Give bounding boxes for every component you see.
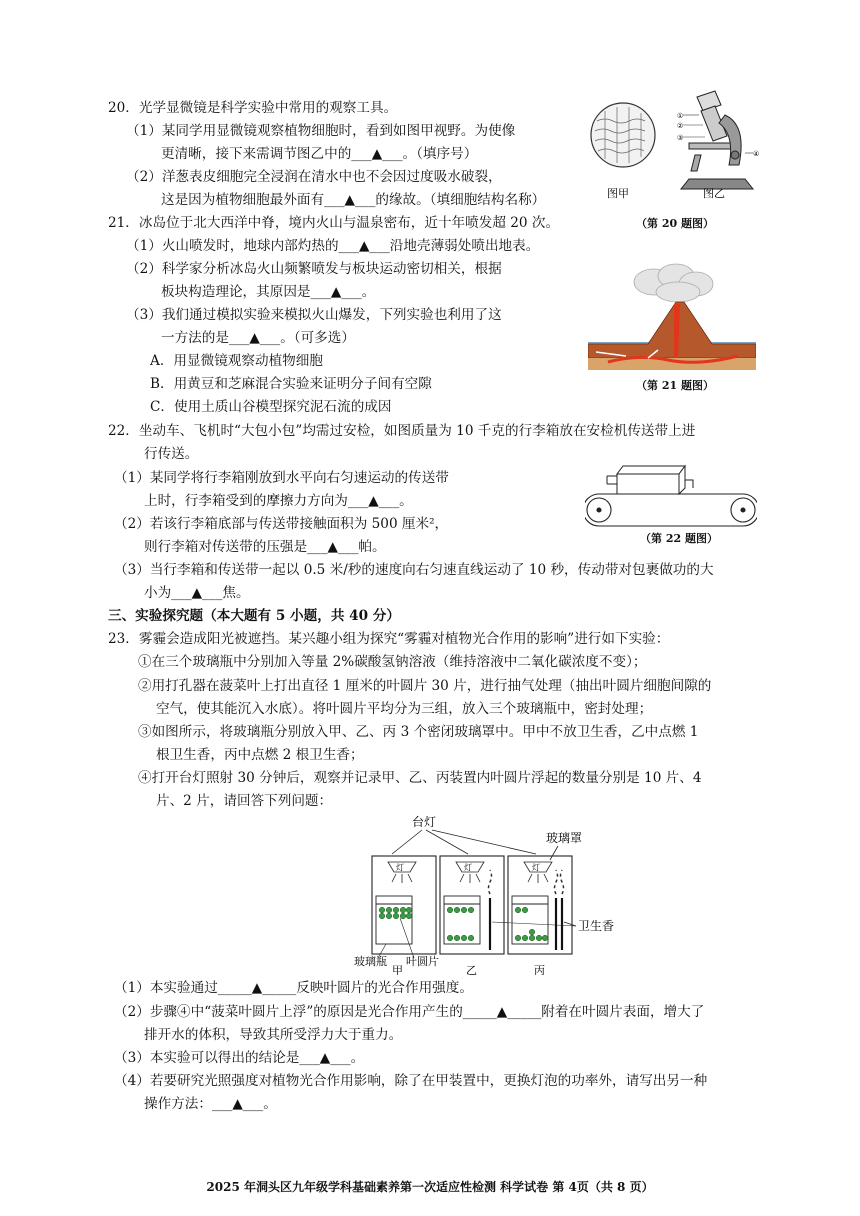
q23-step3-line1: ③如图所示，将玻璃瓶分别放入甲、乙、丙 3 个密闭玻璃罩中。甲中不放卫生香，乙中点燃 1 <box>138 724 699 740</box>
q21-option-b: B．用黄豆和芝麻混合实验来证明分子间有空隙 <box>150 376 432 392</box>
q23-answer4-line1: （4）若要研究光照强度对植物光合作用影响，除了在甲装置中，更换灯泡的功率外，请写出另一种 <box>114 1073 708 1089</box>
q20-part2-line2: 这是因为植物细胞最外面有___▲___的缘故。（填细胞结构名称） <box>161 192 546 208</box>
q22-part3-line1: （3）当行李箱和传送带一起以 0.5 米/秒的速度向右匀速直线运动了 10 秒，传动带对包裹做功的大 <box>114 562 714 578</box>
mark-3: ③ <box>677 134 684 142</box>
q20-part1-line1: （1）某同学用显微镜观察植物细胞时，看到如图甲视野。为使像 <box>126 123 516 139</box>
suitcase <box>607 466 693 494</box>
q22-conveyor-figure <box>585 460 757 528</box>
q21-caption: （第 21 题图） <box>636 379 714 392</box>
mark-1: ① <box>677 112 684 120</box>
q23-step3-line2: 根卫生香，丙中点燃 2 根卫生香； <box>156 747 364 763</box>
q22-caption: （第 22 题图） <box>640 532 718 545</box>
label-leaf: 叶圆片 <box>406 955 439 968</box>
page-footer: 2025 年洞头区九年级学科基础素养第一次适应性检测 科学试卷 第 4页（共 8 页） <box>206 1180 654 1194</box>
q22-part2-line2: 则行李箱对传送带的压强是___▲___帕。 <box>144 539 386 555</box>
microscope-drawing <box>681 91 753 189</box>
mark-2: ② <box>677 122 684 130</box>
q21-part1: （1）火山喷发时，地球内部灼热的___▲___沿地壳薄弱处喷出地表。 <box>126 238 540 254</box>
microscope-view-circle <box>591 103 655 167</box>
fig-label-yi: 图乙 <box>703 187 725 200</box>
q22-stem-line2: 行传送。 <box>144 446 199 462</box>
q21-volcano-figure <box>588 262 756 370</box>
q22-part3-line2: 小为___▲___焦。 <box>144 585 250 601</box>
lamp-label-2: 灯 <box>464 863 472 872</box>
q22-part1-line1: （1）某同学将行李箱刚放到水平向右匀速运动的传送带 <box>114 470 449 486</box>
label-incense: 卫生香 <box>578 919 615 933</box>
q22-part2-line1: （2）若该行李箱底部与传送带接触面积为 500 厘米²， <box>114 516 449 532</box>
q23-step4-line1: ④打开台灯照射 30 分钟后，观察并记录甲、乙、丙装置内叶圆片浮起的数量分别是 10 片、4 <box>138 770 702 786</box>
label-yi: 乙 <box>466 964 477 975</box>
q23-answer2-line1: （2）步骤④中“菠菜叶圆片上浮”的原因是光合作用产生的_____▲_____附着在叶圆片表面，增大了 <box>114 1004 705 1020</box>
q23-answer2-line2: 排开水的体积，导致其所受浮力大于重力。 <box>144 1027 403 1043</box>
label-cover: 玻璃罩 <box>546 831 583 845</box>
label-jia: 甲 <box>392 964 403 975</box>
conveyor-belt <box>585 494 757 526</box>
q23-answer1: （1）本实验通过_____▲_____反映叶圆片的光合作用强度。 <box>114 980 473 996</box>
q21-stem: 21．冰岛位于北大西洋中脊，境内火山与温泉密布，近十年喷发超 20 次。 <box>108 215 560 231</box>
q20-part2-line1: （2）洋葱表皮细胞完全浸润在清水中也不会因过度吸水破裂， <box>126 169 502 185</box>
label-bottle: 玻璃瓶 <box>354 955 387 968</box>
mark-4: ④ <box>753 150 760 158</box>
q22-part1-line2: 上时，行李箱受到的摩擦力方向为___▲___。 <box>144 493 413 509</box>
label-bing: 丙 <box>534 964 545 975</box>
q20-caption: （第 20 题图） <box>636 217 714 230</box>
q20-figure <box>585 85 765 205</box>
smoke-cloud <box>634 264 713 302</box>
q21-part3-line1: （3）我们通过模拟实验来模拟火山爆发，下列实验也利用了这 <box>126 307 502 323</box>
q21-option-a: A．用显微镜观察动植物细胞 <box>150 353 323 369</box>
q23-experiment-figure <box>340 810 630 975</box>
q23-answer3: （3）本实验可以得出的结论是___▲___。 <box>114 1050 365 1066</box>
fig-label-jia: 图甲 <box>607 187 629 200</box>
q23-stem: 23．雾霾会造成阳光被遮挡。某兴趣小组为探究“雾霾对植物光合作用的影响”进行如下实验： <box>108 631 670 647</box>
label-lamp: 台灯 <box>412 815 437 829</box>
q21-option-c: C．使用土质山谷模型探究泥石流的成因 <box>150 399 392 415</box>
q21-part3-line2: 一方法的是___▲___。（可多选） <box>161 330 355 346</box>
q23-answer4-line2: 操作方法：___▲___。 <box>144 1096 277 1112</box>
q23-step4-line2: 片、2 片，请回答下列问题： <box>156 793 333 809</box>
lamp-label-1: 灯 <box>396 863 404 872</box>
q21-part2-line2: 板块构造理论，其原因是___▲___。 <box>161 284 376 300</box>
q21-part2-line1: （2）科学家分析冰岛火山频繁喷发与板块运动密切相关，根据 <box>126 261 502 277</box>
q20-stem: 20．光学显微镜是科学实验中常用的观察工具。 <box>108 100 398 116</box>
q23-step2-line2: 空气，使其能沉入水底）。将叶圆片平均分为三组，放入三个玻璃瓶中，密封处理； <box>156 701 653 717</box>
section-three-heading: 三、实验探究题（本大题有 5 小题，共 40 分） <box>108 608 400 624</box>
q23-step2-line1: ②用打孔器在菠菜叶上打出直径 1 厘米的叶圆片 30 片，进行抽气处理（抽出叶圆片细胞间隙的 <box>138 678 712 694</box>
q20-part1-line2: 更清晰，接下来需调节图乙中的___▲___。（填序号） <box>161 146 478 162</box>
lamp-label-3: 灯 <box>532 863 540 872</box>
q22-stem-line1: 22．坐动车、飞机时“大包小包”均需过安检，如图质量为 10 千克的行李箱放在安检机传送带上进 <box>108 423 696 439</box>
q23-step1: ①在三个玻璃瓶中分别加入等量 2%碳酸氢钠溶液（维持溶液中二氧化碳浓度不变）； <box>138 654 647 670</box>
